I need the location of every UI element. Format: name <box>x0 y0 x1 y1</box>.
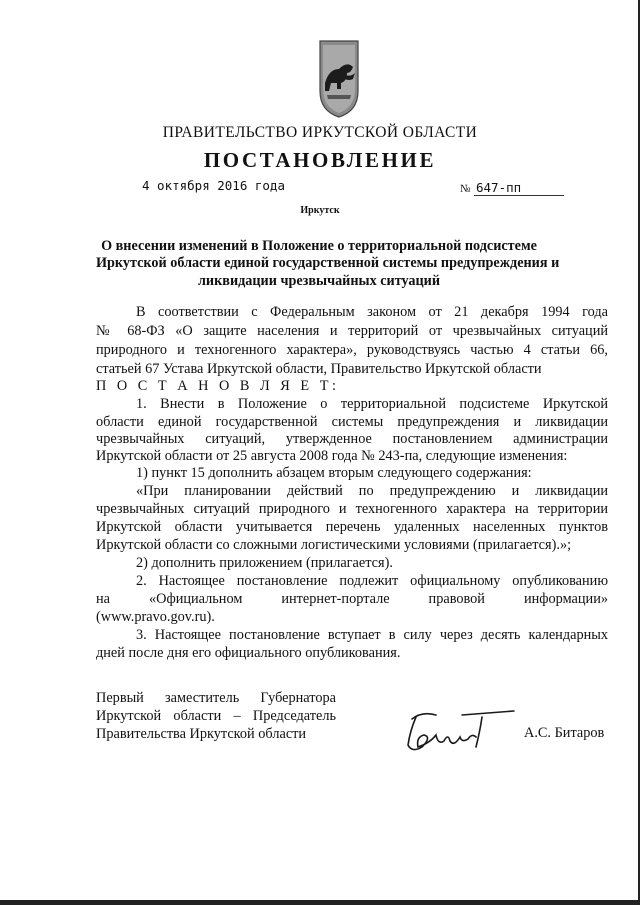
subject-line: ликвидации чрезвычайных ситуаций <box>197 272 441 289</box>
item3-line: дней после дня его официального опубликования. <box>96 645 401 661</box>
quote-line: Иркутской области учитывается перечень удаленных населенных пунктов <box>96 519 608 535</box>
coat-of-arms-emblem <box>317 39 361 119</box>
signer-position-line: Иркутской области – Председатель <box>96 708 336 724</box>
preamble-line: № 68-ФЗ «О защите населения и территорий от чрезвычайных ситуаций <box>96 323 608 339</box>
item1-line: Иркутской области от 25 августа 2008 года № 243-па, следующие изменения: <box>96 448 568 464</box>
handwritten-signature <box>402 707 522 757</box>
quote-line: «При планировании действий по предупреждению и ликвидации <box>136 483 608 499</box>
subject-line: Иркутской области единой государственной системы предупреждения и <box>96 255 560 272</box>
signer-name: А.С. Битаров <box>524 725 605 741</box>
item1-line: 1. Внести в Положение о территориальной подсистеме Иркутской <box>136 396 608 412</box>
number-underline <box>474 195 564 196</box>
number-sign: № <box>460 183 471 195</box>
item3-line: 3. Настоящее постановление вступает в силу через десять календарных <box>136 627 608 643</box>
decree-number-field <box>460 180 564 196</box>
signer-position-line: Правительства Иркутской области <box>96 726 307 742</box>
subitem-1: 1) пункт 15 дополнить абзацем вторым следующего содержания: <box>136 465 532 481</box>
subitem-2: 2) дополнить приложением (прилагается). <box>136 555 393 571</box>
government-name: ПРАВИТЕЛЬСТВО ИРКУТСКОЙ ОБЛАСТИ <box>162 124 478 141</box>
item2-line: (www.pravo.gov.ru). <box>96 609 215 625</box>
city: Иркутск <box>300 205 340 216</box>
subject-line: О внесении изменений в Положение о территориальной подсистеме <box>101 238 537 254</box>
decree-date: 4 октября 2016 года <box>142 178 285 193</box>
quote-line: Иркутской области со сложными логистическими условиями (прилагается).»; <box>96 537 572 553</box>
scan-border-bottom <box>0 900 640 905</box>
resolves-word: П О С Т А Н О В Л Я Е Т: <box>96 378 340 394</box>
item2-line: на «Официальном интернет-портале правовой информации» <box>96 591 608 607</box>
preamble-line: природного и техногенного характера», руководствуясь частью 4 статьи 66, <box>96 342 608 358</box>
signer-position-line: Первый заместитель Губернатора <box>96 690 336 706</box>
preamble-line: В соответствии с Федеральным законом от 21 декабря 1994 года <box>136 304 608 320</box>
decree-number: 647-пп <box>476 180 522 195</box>
document-type-title: ПОСТАНОВЛЕНИЕ <box>203 148 437 172</box>
item1-line: области единой государственной системы предупреждения и ликвидации <box>96 414 608 430</box>
item1-line: чрезвычайных ситуаций, утвержденное постановлением администрации <box>96 431 608 447</box>
decree-subject <box>96 238 560 290</box>
preamble-line: статьей 67 Устава Иркутской области, Правительство Иркутской области <box>96 361 542 377</box>
item2-line: 2. Настоящее постановление подлежит официальному опубликованию <box>136 573 608 589</box>
quote-line: чрезвычайных ситуаций природного и техногенного характера на территории <box>96 501 608 517</box>
